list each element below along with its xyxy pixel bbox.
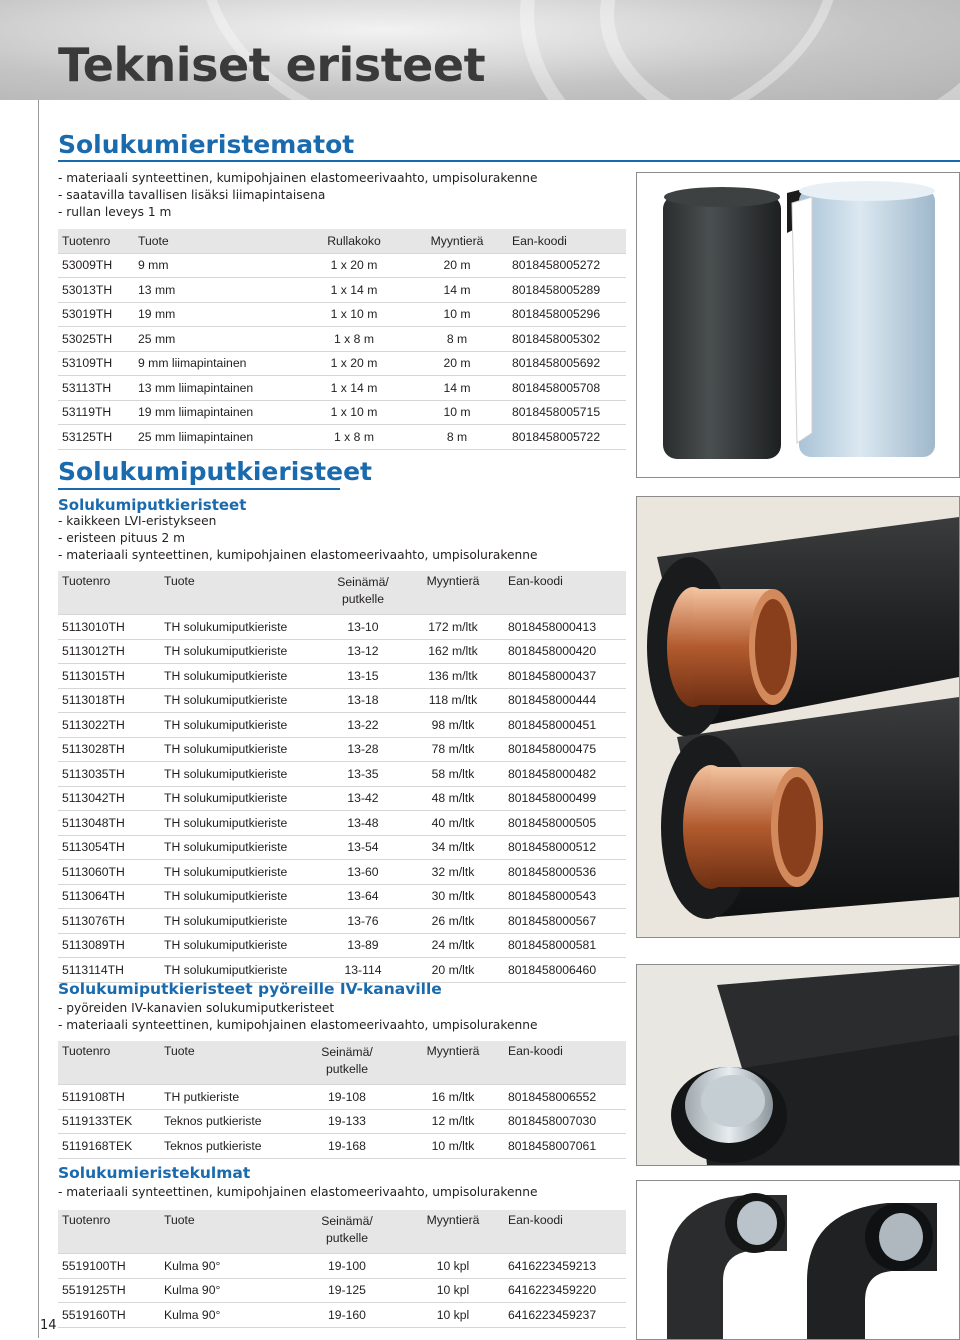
tubes-description xyxy=(58,513,537,564)
table-cell: 40 m/ltk xyxy=(402,811,504,836)
col-header: Tuotenro xyxy=(58,1210,160,1254)
table-cell: 10 kpl xyxy=(402,1303,504,1328)
table-cell: 13-10 xyxy=(324,615,402,640)
table-cell: 8018458005289 xyxy=(508,278,626,303)
table-cell: 5113012TH xyxy=(58,639,160,664)
table-cell: 19-125 xyxy=(292,1278,402,1303)
table-cell: 8018458005708 xyxy=(508,376,626,401)
mats-table-body xyxy=(58,253,626,449)
tubes-illustration xyxy=(637,497,959,937)
table-cell: 13-15 xyxy=(324,664,402,689)
col-header-line: putkelle xyxy=(325,1231,368,1245)
table-cell: 8018458007061 xyxy=(504,1134,626,1159)
table-cell: 8018458000475 xyxy=(504,737,626,762)
table-row xyxy=(58,400,626,425)
table-cell: TH solukumiputkieriste xyxy=(160,615,324,640)
elbows-illustration xyxy=(637,1181,959,1339)
col-header: Tuote xyxy=(160,1041,292,1085)
table-header-row xyxy=(58,571,626,615)
table-cell: 1 x 20 m xyxy=(302,351,406,376)
table-cell: 8 m xyxy=(406,425,508,450)
table-header-row xyxy=(58,1210,626,1254)
table-cell: 5113054TH xyxy=(58,835,160,860)
table-cell: 26 m/ltk xyxy=(402,909,504,934)
table-cell: Teknos putkieriste xyxy=(160,1134,292,1159)
table-cell: 13-42 xyxy=(324,786,402,811)
table-row xyxy=(58,1134,626,1159)
table-cell: TH solukumiputkieriste xyxy=(160,958,324,983)
table-cell: 8018458005692 xyxy=(508,351,626,376)
table-cell: 8018458000444 xyxy=(504,688,626,713)
table-row xyxy=(58,1303,626,1328)
table-cell: 13-64 xyxy=(324,884,402,909)
table-cell: TH solukumiputkieriste xyxy=(160,688,324,713)
table-cell: 10 kpl xyxy=(402,1278,504,1303)
table-cell: 5119133TEK xyxy=(58,1109,160,1134)
table-cell: 8018458000505 xyxy=(504,811,626,836)
table-cell: 10 m xyxy=(406,400,508,425)
section-title-elbows: Solukumieristekulmat xyxy=(58,1164,251,1182)
table-cell: 8018458000567 xyxy=(504,909,626,934)
table-cell: 19-168 xyxy=(292,1134,402,1159)
table-cell: 24 m/ltk xyxy=(402,933,504,958)
section-underline xyxy=(58,160,960,162)
duct-insulation-photo xyxy=(636,964,960,1166)
table-cell: TH solukumiputkieriste xyxy=(160,933,324,958)
col-header xyxy=(292,1041,402,1085)
table-cell: 5113022TH xyxy=(58,713,160,738)
table-cell: 13-18 xyxy=(324,688,402,713)
desc-line: - materiaali synteettinen, kumipohjainen elastomeerivaahto, umpisolurakenne xyxy=(58,1185,538,1199)
table-cell: 32 m/ltk xyxy=(402,860,504,885)
table-cell: 34 m/ltk xyxy=(402,835,504,860)
col-header-line: Seinämä/ xyxy=(321,1214,373,1228)
table-cell: 1 x 10 m xyxy=(302,400,406,425)
tube-insulation-photo xyxy=(636,496,960,938)
table-cell: 14 m xyxy=(406,278,508,303)
table-cell: 5519160TH xyxy=(58,1303,160,1328)
table-cell: 58 m/ltk xyxy=(402,762,504,787)
table-cell: 1 x 10 m xyxy=(302,302,406,327)
iv-description xyxy=(58,1000,537,1034)
tubes-table-body xyxy=(58,615,626,983)
insulation-mat-rolls-photo xyxy=(636,172,960,478)
col-header: Tuotenro xyxy=(58,229,134,253)
table-cell: 8018458000543 xyxy=(504,884,626,909)
table-cell: TH solukumiputkieriste xyxy=(160,884,324,909)
table-cell: 8018458000581 xyxy=(504,933,626,958)
table-cell: 48 m/ltk xyxy=(402,786,504,811)
col-header: Tuote xyxy=(160,571,324,615)
section-title-tubes: Solukumiputkieristeet xyxy=(58,457,372,486)
table-cell: 6416223459220 xyxy=(504,1278,626,1303)
table-cell: 13-12 xyxy=(324,639,402,664)
col-header: Myyntierä xyxy=(406,229,508,253)
table-cell: 5119168TEK xyxy=(58,1134,160,1159)
table-header-row xyxy=(58,229,626,253)
table-row xyxy=(58,302,626,327)
desc-line: - eristeen pituus 2 m xyxy=(58,531,185,545)
table-cell: 12 m/ltk xyxy=(402,1109,504,1134)
table-cell: 13-89 xyxy=(324,933,402,958)
table-cell: 16 m/ltk xyxy=(402,1085,504,1110)
table-cell: 8018458000437 xyxy=(504,664,626,689)
table-row xyxy=(58,615,626,640)
table-cell: 8018458000420 xyxy=(504,639,626,664)
table-cell: TH solukumiputkieriste xyxy=(160,639,324,664)
table-cell: 30 m/ltk xyxy=(402,884,504,909)
table-row xyxy=(58,425,626,450)
table-cell: 136 m/ltk xyxy=(402,664,504,689)
table-cell: 13-114 xyxy=(324,958,402,983)
table-cell: 53109TH xyxy=(58,351,134,376)
col-header: Ean-koodi xyxy=(504,571,626,615)
col-header-line: putkelle xyxy=(341,592,384,606)
elbows-table xyxy=(58,1210,626,1328)
table-cell: 8018458000482 xyxy=(504,762,626,787)
col-header: Rullakoko xyxy=(302,229,406,253)
table-cell: 1 x 20 m xyxy=(302,253,406,278)
table-row xyxy=(58,909,626,934)
table-cell: 10 kpl xyxy=(402,1254,504,1279)
desc-line: - materiaali synteettinen, kumipohjainen elastomeerivaahto, umpisolurakenne xyxy=(58,1018,538,1032)
section-subtitle-tubes: Solukumiputkieristeet xyxy=(58,496,247,514)
table-cell: 13-54 xyxy=(324,835,402,860)
table-cell: 6416223459237 xyxy=(504,1303,626,1328)
page-number: 14 xyxy=(40,1318,57,1333)
section-title-mats: Solukumieristematot xyxy=(58,130,355,159)
table-row xyxy=(58,351,626,376)
table-cell: 8018458000536 xyxy=(504,860,626,885)
table-cell: 1 x 14 m xyxy=(302,376,406,401)
table-cell: 8018458000512 xyxy=(504,835,626,860)
table-cell: 13-22 xyxy=(324,713,402,738)
table-cell: 8018458005722 xyxy=(508,425,626,450)
table-header-row xyxy=(58,1041,626,1085)
table-cell: 118 m/ltk xyxy=(402,688,504,713)
table-cell: 10 m xyxy=(406,302,508,327)
table-row xyxy=(58,664,626,689)
table-row xyxy=(58,786,626,811)
elbows-description xyxy=(58,1184,537,1201)
table-row xyxy=(58,713,626,738)
table-row xyxy=(58,762,626,787)
table-cell: 53125TH xyxy=(58,425,134,450)
table-cell: TH solukumiputkieriste xyxy=(160,786,324,811)
elbows-table-body xyxy=(58,1254,626,1328)
table-row xyxy=(58,688,626,713)
table-cell: 8018458000451 xyxy=(504,713,626,738)
desc-line: - kaikkeen LVI-eristykseen xyxy=(58,514,217,528)
mats-table xyxy=(58,229,626,450)
table-cell: 5113114TH xyxy=(58,958,160,983)
table-cell: 53019TH xyxy=(58,302,134,327)
table-cell: 5113018TH xyxy=(58,688,160,713)
section-underline xyxy=(58,488,340,490)
table-cell: 5113042TH xyxy=(58,786,160,811)
col-header: Ean-koodi xyxy=(508,229,626,253)
table-cell: 8018458005302 xyxy=(508,327,626,352)
table-cell: 19 mm liimapintainen xyxy=(134,400,302,425)
desc-line: - saatavilla tavallisen lisäksi liimapintaisena xyxy=(58,188,326,202)
table-cell: 20 m/ltk xyxy=(402,958,504,983)
table-cell: 1 x 8 m xyxy=(302,425,406,450)
table-cell: 20 m xyxy=(406,253,508,278)
table-cell: 13-35 xyxy=(324,762,402,787)
table-cell: 1 x 14 m xyxy=(302,278,406,303)
mats-description xyxy=(58,170,537,221)
table-cell: 19-108 xyxy=(292,1085,402,1110)
table-cell: 162 m/ltk xyxy=(402,639,504,664)
table-cell: 19-160 xyxy=(292,1303,402,1328)
page-title: Tekniset eristeet xyxy=(58,38,486,92)
table-cell: 53013TH xyxy=(58,278,134,303)
table-cell: 8018458005715 xyxy=(508,400,626,425)
table-cell: Teknos putkieriste xyxy=(160,1109,292,1134)
table-cell: 13 mm xyxy=(134,278,302,303)
table-cell: TH solukumiputkieriste xyxy=(160,860,324,885)
table-cell: 5113064TH xyxy=(58,884,160,909)
table-cell: 5519125TH xyxy=(58,1278,160,1303)
table-cell: 25 mm liimapintainen xyxy=(134,425,302,450)
table-cell: 9 mm xyxy=(134,253,302,278)
col-header: Tuote xyxy=(160,1210,292,1254)
iv-table-body xyxy=(58,1085,626,1159)
table-cell: 1 x 8 m xyxy=(302,327,406,352)
table-row xyxy=(58,835,626,860)
desc-line: - rullan leveys 1 m xyxy=(58,205,172,219)
col-header: Tuote xyxy=(134,229,302,253)
table-cell: 13-60 xyxy=(324,860,402,885)
duct-illustration xyxy=(637,965,959,1165)
table-cell: TH solukumiputkieriste xyxy=(160,713,324,738)
table-row xyxy=(58,1109,626,1134)
table-cell: 19-133 xyxy=(292,1109,402,1134)
table-cell: 5113028TH xyxy=(58,737,160,762)
table-cell: 5113076TH xyxy=(58,909,160,934)
table-cell: 53119TH xyxy=(58,400,134,425)
tubes-table xyxy=(58,571,626,983)
table-cell: 9 mm liimapintainen xyxy=(134,351,302,376)
table-cell: 14 m xyxy=(406,376,508,401)
col-header: Myyntierä xyxy=(402,1041,504,1085)
table-cell: 20 m xyxy=(406,351,508,376)
table-cell: 8018458000499 xyxy=(504,786,626,811)
table-cell: 5113010TH xyxy=(58,615,160,640)
table-cell: 5113048TH xyxy=(58,811,160,836)
desc-line: - pyöreiden IV-kanavien solukumiputkeristeet xyxy=(58,1001,335,1015)
col-header: Myyntierä xyxy=(402,571,504,615)
elbow-insulation-photo xyxy=(636,1180,960,1340)
table-cell: TH solukumiputkieriste xyxy=(160,909,324,934)
table-cell: 5113089TH xyxy=(58,933,160,958)
table-cell: 53025TH xyxy=(58,327,134,352)
table-cell: 53113TH xyxy=(58,376,134,401)
table-row xyxy=(58,253,626,278)
section-title-iv: Solukumiputkieristeet pyöreille IV-kanaville xyxy=(58,980,442,998)
col-header-line: Seinämä/ xyxy=(321,1045,373,1059)
table-cell: 5113035TH xyxy=(58,762,160,787)
desc-line: - materiaali synteettinen, kumipohjainen elastomeerivaahto, umpisolurakenne xyxy=(58,548,538,562)
table-cell: 5119108TH xyxy=(58,1085,160,1110)
table-cell: 8018458007030 xyxy=(504,1109,626,1134)
iv-table xyxy=(58,1041,626,1159)
table-cell: 19 mm xyxy=(134,302,302,327)
table-cell: 6416223459213 xyxy=(504,1254,626,1279)
table-cell: TH solukumiputkieriste xyxy=(160,762,324,787)
table-cell: 8018458005272 xyxy=(508,253,626,278)
table-row xyxy=(58,737,626,762)
table-row xyxy=(58,884,626,909)
table-cell: TH solukumiputkieriste xyxy=(160,664,324,689)
table-row xyxy=(58,860,626,885)
col-header xyxy=(324,571,402,615)
table-cell: Kulma 90° xyxy=(160,1278,292,1303)
table-cell: 172 m/ltk xyxy=(402,615,504,640)
table-row xyxy=(58,327,626,352)
table-row xyxy=(58,1085,626,1110)
table-cell: TH solukumiputkieriste xyxy=(160,811,324,836)
table-cell: Kulma 90° xyxy=(160,1254,292,1279)
table-row xyxy=(58,958,626,983)
table-row xyxy=(58,811,626,836)
col-header: Tuotenro xyxy=(58,571,160,615)
table-cell: 19-100 xyxy=(292,1254,402,1279)
left-margin-rule xyxy=(38,100,39,1338)
table-cell: 10 m/ltk xyxy=(402,1134,504,1159)
table-cell: 13-28 xyxy=(324,737,402,762)
col-header: Ean-koodi xyxy=(504,1041,626,1085)
table-row xyxy=(58,278,626,303)
table-row xyxy=(58,376,626,401)
table-cell: 25 mm xyxy=(134,327,302,352)
table-cell: 5519100TH xyxy=(58,1254,160,1279)
table-cell: 13-76 xyxy=(324,909,402,934)
table-cell: 5113015TH xyxy=(58,664,160,689)
table-cell: TH solukumiputkieriste xyxy=(160,835,324,860)
table-cell: 8018458006552 xyxy=(504,1085,626,1110)
col-header-line: putkelle xyxy=(325,1062,368,1076)
table-row xyxy=(58,1278,626,1303)
col-header: Tuotenro xyxy=(58,1041,160,1085)
table-cell: 8018458005296 xyxy=(508,302,626,327)
table-cell: 8018458006460 xyxy=(504,958,626,983)
table-cell: 13-48 xyxy=(324,811,402,836)
table-row xyxy=(58,933,626,958)
table-cell: TH putkieriste xyxy=(160,1085,292,1110)
table-cell: TH solukumiputkieriste xyxy=(160,737,324,762)
header-banner xyxy=(0,0,960,100)
table-row xyxy=(58,1254,626,1279)
rolls-illustration xyxy=(637,173,959,477)
table-cell: 98 m/ltk xyxy=(402,713,504,738)
col-header xyxy=(292,1210,402,1254)
table-cell: 8018458000413 xyxy=(504,615,626,640)
col-header-line: Seinämä/ xyxy=(337,575,389,589)
table-cell: 53009TH xyxy=(58,253,134,278)
table-cell: 8 m xyxy=(406,327,508,352)
table-row xyxy=(58,639,626,664)
desc-line: - materiaali synteettinen, kumipohjainen elastomeerivaahto, umpisolurakenne xyxy=(58,171,538,185)
table-cell: 5113060TH xyxy=(58,860,160,885)
table-cell: 78 m/ltk xyxy=(402,737,504,762)
col-header: Ean-koodi xyxy=(504,1210,626,1254)
table-cell: Kulma 90° xyxy=(160,1303,292,1328)
table-cell: 13 mm liimapintainen xyxy=(134,376,302,401)
col-header: Myyntierä xyxy=(402,1210,504,1254)
